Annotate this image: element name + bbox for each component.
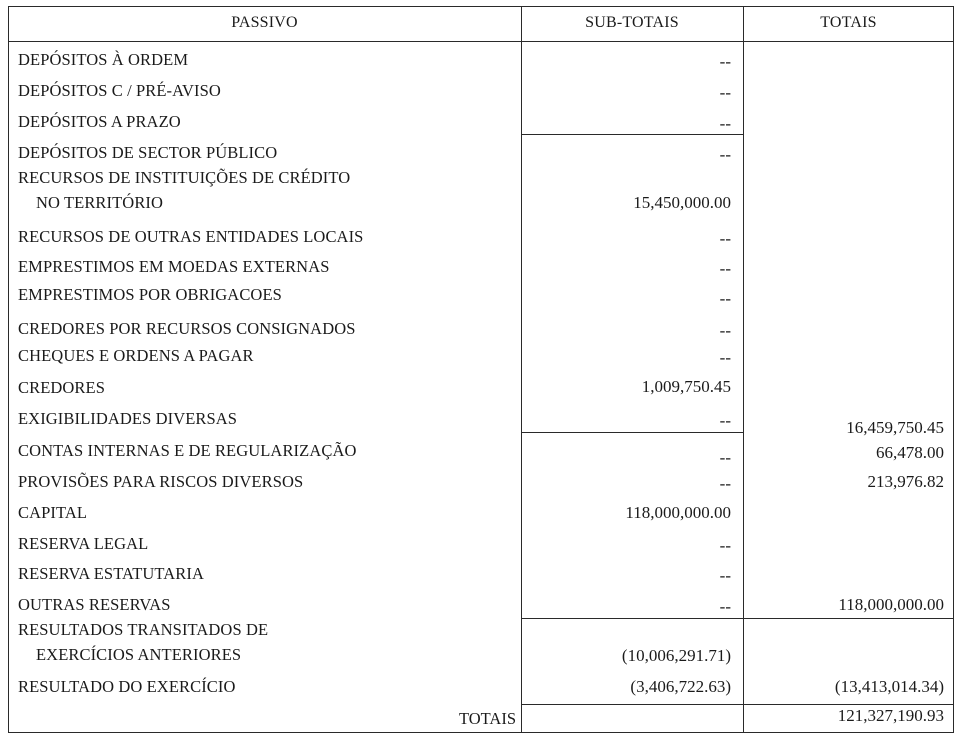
- row-label: CREDORES: [18, 378, 105, 397]
- row-label: DEPÓSITOS A PRAZO: [18, 112, 181, 131]
- header-separator: [8, 41, 954, 42]
- row-total: 213,976.82: [867, 472, 944, 491]
- row-label-continuation: EXERCÍCIOS ANTERIORES: [36, 645, 242, 664]
- sub-group-separator-2: [521, 432, 744, 433]
- row-label: EMPRESTIMOS POR OBRIGACOES: [18, 285, 282, 304]
- row-label: CHEQUES E ORDENS A PAGAR: [18, 346, 254, 365]
- row-label: RECURSOS DE INSTITUIÇÕES DE CRÉDITO: [18, 168, 351, 187]
- row-total: 118,000,000.00: [838, 595, 944, 614]
- header-passivo: PASSIVO: [231, 14, 298, 31]
- divider-sub-totais: [743, 6, 744, 733]
- balance-sheet-passivo: [8, 6, 954, 733]
- row-subtotal: --: [719, 289, 731, 308]
- row-total: 16,459,750.45: [846, 418, 944, 437]
- row-subtotal: 118,000,000.00: [625, 503, 731, 522]
- row-label: CONTAS INTERNAS E DE REGULARIZAÇÃO: [18, 441, 357, 460]
- row-subtotal: (3,406,722.63): [630, 677, 731, 696]
- grand-total: 121,327,190.93: [837, 706, 944, 725]
- row-label: EMPRESTIMOS EM MOEDAS EXTERNAS: [18, 257, 330, 276]
- row-label: CREDORES POR RECURSOS CONSIGNADOS: [18, 319, 356, 338]
- row-subtotal: --: [719, 566, 731, 585]
- row-subtotal: --: [719, 411, 731, 430]
- row-label: RESERVA ESTATUTARIA: [18, 564, 205, 583]
- row-label: RESULTADOS TRANSITADOS DE: [18, 620, 269, 639]
- sub-group-separator-1: [521, 134, 744, 135]
- row-label: RESERVA LEGAL: [18, 534, 149, 553]
- row-subtotal: --: [719, 145, 731, 164]
- row-subtotal: --: [719, 321, 731, 340]
- row-subtotal: --: [719, 597, 731, 616]
- row-subtotal: --: [719, 114, 731, 133]
- row-subtotal: 15,450,000.00: [633, 193, 731, 212]
- row-subtotal: --: [719, 229, 731, 248]
- row-label: RESULTADO DO EXERCÍCIO: [18, 677, 236, 696]
- row-subtotal: --: [719, 52, 731, 71]
- frame-top: [8, 6, 954, 7]
- row-subtotal: --: [719, 259, 731, 278]
- row-label: RECURSOS DE OUTRAS ENTIDADES LOCAIS: [18, 227, 364, 246]
- row-label: CAPITAL: [18, 503, 88, 522]
- row-label: DEPÓSITOS C / PRÉ-AVISO: [18, 81, 221, 100]
- row-subtotal: --: [719, 474, 731, 493]
- row-label: DEPÓSITOS DE SECTOR PÚBLICO: [18, 143, 278, 162]
- divider-passivo-sub: [521, 6, 522, 733]
- row-label: OUTRAS RESERVAS: [18, 595, 171, 614]
- row-subtotal: 1,009,750.45: [641, 377, 731, 396]
- row-subtotal: --: [719, 348, 731, 367]
- totals-row-separator: [521, 704, 954, 705]
- header-sub-totais: SUB-TOTAIS: [585, 14, 679, 31]
- frame-bottom: [8, 732, 954, 733]
- row-label-continuation: NO TERRITÓRIO: [36, 193, 164, 212]
- row-subtotal: --: [719, 83, 731, 102]
- header-totais: TOTAIS: [820, 14, 877, 31]
- row-subtotal: (10,006,291.71): [621, 646, 731, 665]
- row-subtotal: --: [719, 536, 731, 555]
- frame-right: [953, 6, 954, 733]
- row-subtotal: --: [719, 448, 731, 467]
- totals-label: TOTAIS: [458, 709, 516, 728]
- row-label: PROVISÕES PARA RISCOS DIVERSOS: [18, 472, 304, 491]
- row-total: (13,413,014.34): [834, 677, 944, 696]
- sub-group-separator-3: [521, 618, 954, 619]
- row-label: DEPÓSITOS À ORDEM: [18, 50, 189, 69]
- frame-left: [8, 6, 9, 733]
- row-total: 66,478.00: [876, 443, 944, 462]
- row-label: EXIGIBILIDADES DIVERSAS: [18, 409, 238, 428]
